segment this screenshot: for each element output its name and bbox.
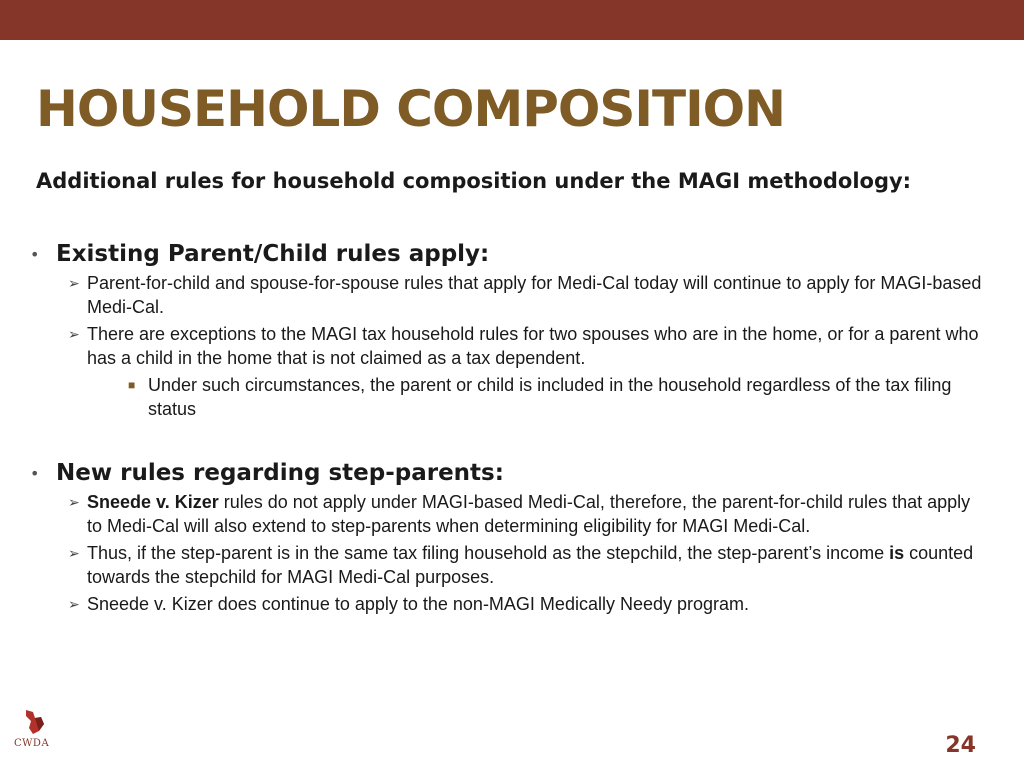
section-existing-rules xyxy=(30,240,990,268)
slide-content xyxy=(30,240,990,616)
cwda-emblem-icon xyxy=(22,708,48,736)
list-item: ➢ Thus, if the step-parent is in the same tax filing household as the stepchild, the step-parent’s income is counted towards the stepchild for MAGI Medi-Cal purposes. xyxy=(68,543,974,587)
section-heading: New rules regarding step-parents: xyxy=(56,460,504,486)
page-number: 24 xyxy=(945,733,976,758)
arrow-bullet-icon: ➢ xyxy=(68,326,80,342)
list-item: ➢ Parent-for-child and spouse-for-spouse rules that apply for Medi-Cal today will continue to apply for MAGI-based Medi-Cal. xyxy=(68,273,982,317)
arrow-bullet-icon: ➢ xyxy=(68,545,80,561)
list-item: ➢ Sneede v. Kizer does continue to apply to the non-MAGI Medically Needy program. xyxy=(68,594,750,614)
cwda-logo xyxy=(14,708,58,749)
list-item: ➢ There are exceptions to the MAGI tax household rules for two spouses who are in the home, or for a parent who has a child in the home that is not claimed as a tax dependent. xyxy=(68,324,979,368)
logo-text: CWDA xyxy=(14,738,50,749)
list-item: ➢ Sneede v. Kizer rules do not apply under MAGI-based Medi-Cal, therefore, the parent-for-child rules that apply to Medi-Cal will also extend to step-parents when determining eligibility for MAGI Medi-Cal. xyxy=(68,492,971,536)
square-bullet-icon: ■ xyxy=(128,378,136,392)
sub-list-item: ■ Under such circumstances, the parent or child is included in the household regardless of the tax filing status xyxy=(128,375,952,419)
arrow-bullet-icon: ➢ xyxy=(68,494,80,510)
slide-subtitle: Additional rules for household composition under the MAGI methodology: xyxy=(36,169,912,193)
arrow-bullet-icon: ➢ xyxy=(68,275,80,291)
dot-bullet-icon: • xyxy=(30,464,40,483)
slide-title: HOUSEHOLD COMPOSITION xyxy=(36,80,786,138)
section-heading: Existing Parent/Child rules apply: xyxy=(56,241,490,267)
arrow-bullet-icon: ➢ xyxy=(68,596,80,612)
top-banner xyxy=(0,0,1024,40)
dot-bullet-icon: • xyxy=(30,245,40,264)
section-step-parents xyxy=(30,459,990,487)
